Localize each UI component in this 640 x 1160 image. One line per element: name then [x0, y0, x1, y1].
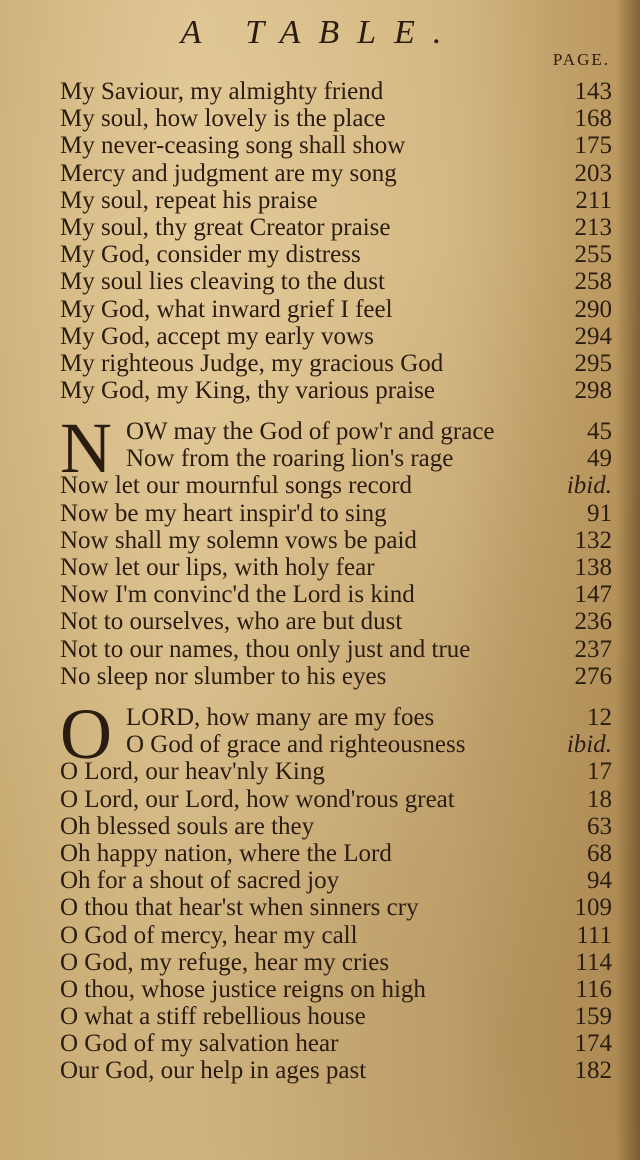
entry-first-line: My soul, repeat his praise: [60, 186, 318, 214]
entry-first-line: O thou that hear'st when sinners cry: [60, 894, 419, 922]
page-edge-shadow: [616, 0, 640, 1160]
entry-page-number: 132: [574, 526, 612, 554]
entry-page-number: 203: [574, 159, 612, 187]
entry-page-number: 237: [574, 635, 612, 663]
page-title: A TABLE.: [180, 14, 460, 51]
entry-page-number: ibid.: [566, 472, 612, 500]
index-entry: [60, 323, 612, 350]
entry-page-number: 295: [574, 349, 612, 377]
entry-page-number: 109: [574, 894, 612, 922]
entry-first-line: O Lord, our Lord, how wond'rous great: [60, 785, 455, 813]
entry-page-number: 211: [575, 186, 612, 214]
index-entry: [60, 636, 612, 663]
entry-first-line: O Lord, our heav'nly King: [60, 758, 325, 786]
index-entry: [60, 78, 612, 105]
index-entry: [60, 1003, 612, 1030]
entry-page-number: 175: [574, 132, 612, 160]
entry-page-number: 255: [574, 241, 612, 269]
index-entry: [60, 840, 612, 867]
entry-page-number: 49: [587, 445, 612, 473]
entry-first-line: My God, my King, thy various praise: [60, 377, 435, 405]
entry-page-number: 276: [574, 662, 612, 690]
index-entry: [60, 758, 612, 785]
entry-page-number: 159: [574, 1003, 612, 1031]
entry-first-line: Now I'm convinc'd the Lord is kind: [60, 581, 415, 609]
entry-first-line: O God of grace and righteousness: [126, 731, 466, 759]
index-entry: [60, 445, 612, 472]
index-entry: [60, 813, 612, 840]
entry-first-line: O God of my salvation hear: [60, 1030, 339, 1058]
entry-page-number: 294: [574, 322, 612, 350]
entry-page-number: 147: [574, 581, 612, 609]
drop-cap-letter: O: [60, 694, 112, 774]
entry-first-line: My Saviour, my almighty friend: [60, 78, 384, 105]
index-entry: [60, 976, 612, 1003]
page-column-label: PAGE.: [552, 50, 610, 69]
index-entry: [60, 1030, 612, 1057]
entry-first-line: Oh happy nation, where the Lord: [60, 839, 392, 867]
index-group-o: [60, 694, 612, 1085]
entry-page-number: 68: [587, 839, 612, 867]
index-entry: [60, 160, 612, 187]
entry-page-number: 143: [574, 78, 612, 105]
entry-first-line: Our God, our help in ages past: [60, 1057, 367, 1085]
index-entry: [60, 949, 612, 976]
entry-first-line: Now let our lips, with holy fear: [60, 553, 375, 581]
entry-page-number: 168: [574, 105, 612, 133]
entry-first-line: My God, what inward grief I feel: [60, 295, 393, 323]
entry-first-line: My God, consider my distress: [60, 241, 361, 269]
index-entry: [60, 472, 612, 499]
index-entry: [60, 704, 612, 731]
entry-first-line: My soul, how lovely is the place: [60, 105, 386, 133]
entry-first-line: My God, accept my early vows: [60, 322, 374, 350]
entry-page-number: 12: [587, 704, 612, 731]
entry-first-line: Now from the roaring lion's rage: [126, 445, 454, 473]
index-entry: [60, 377, 612, 404]
entry-first-line: My soul lies cleaving to the dust: [60, 268, 385, 296]
index-entry: [60, 527, 612, 554]
entry-first-line: O God of mercy, hear my call: [60, 921, 358, 949]
entry-first-line: OW may the God of pow'r and grace: [126, 418, 495, 445]
index-entry: [60, 731, 612, 758]
entry-first-line: No sleep nor slumber to his eyes: [60, 662, 387, 690]
index-entry: [60, 867, 612, 894]
entry-page-number: 138: [574, 553, 612, 581]
index-entry: [60, 554, 612, 581]
index-entry: [60, 1057, 612, 1084]
index-entry: [60, 187, 612, 214]
entry-first-line: My soul, thy great Creator praise: [60, 213, 391, 241]
entry-page-number: 213: [574, 213, 612, 241]
entry-first-line: My never-ceasing song shall show: [60, 132, 406, 160]
entry-first-line: O thou, whose justice reigns on high: [60, 975, 426, 1003]
entry-first-line: Now be my heart inspir'd to sing: [60, 499, 387, 527]
entry-first-line: Not to ourselves, who are but dust: [60, 608, 403, 636]
index-entry: [60, 105, 612, 132]
entry-page-number: 17: [587, 758, 612, 786]
entry-page-number: 258: [574, 268, 612, 296]
entry-page-number: 116: [575, 975, 612, 1003]
index-entry: [60, 214, 612, 241]
index-entry: [60, 268, 612, 295]
index-entry: [60, 132, 612, 159]
entry-page-number: 111: [576, 921, 612, 949]
index-entry: [60, 296, 612, 323]
entry-page-number: 18: [587, 785, 612, 813]
entry-first-line: Now shall my solemn vows be paid: [60, 526, 417, 554]
entry-page-number: ibid.: [566, 731, 612, 759]
index-group-n: [60, 408, 612, 690]
index-entry: [60, 786, 612, 813]
index-entry: [60, 608, 612, 635]
entry-page-number: 45: [587, 418, 612, 445]
index-entry: [60, 663, 612, 690]
entry-first-line: Oh for a shout of sacred joy: [60, 867, 340, 895]
drop-cap-letter: N: [60, 408, 112, 488]
entry-first-line: Mercy and judgment are my song: [60, 159, 397, 187]
entry-page-number: 290: [574, 295, 612, 323]
entry-first-line: Oh blessed souls are they: [60, 812, 315, 840]
index-entry: [60, 241, 612, 268]
index-entry: [60, 922, 612, 949]
entry-page-number: 91: [587, 499, 612, 527]
entry-first-line: O God, my refuge, hear my cries: [60, 948, 390, 976]
entry-page-number: 236: [574, 608, 612, 636]
entry-page-number: 114: [575, 948, 612, 976]
entry-page-number: 298: [574, 377, 612, 405]
entry-page-number: 182: [574, 1057, 612, 1085]
entry-first-line: My righteous Judge, my gracious God: [60, 349, 444, 377]
entry-page-number: 174: [574, 1030, 612, 1058]
entry-first-line: LORD, how many are my foes: [126, 704, 435, 731]
index-entry: [60, 418, 612, 445]
index-entry: [60, 500, 612, 527]
index-entry: [60, 350, 612, 377]
entry-first-line: Not to our names, thou only just and true: [60, 635, 471, 663]
index-group-m: [60, 78, 612, 404]
entry-page-number: 63: [587, 812, 612, 840]
index-entry: [60, 894, 612, 921]
entry-first-line: O what a stiff rebellious house: [60, 1003, 366, 1031]
index-entry: [60, 581, 612, 608]
entry-first-line: Now let our mournful songs record: [60, 472, 413, 500]
entry-page-number: 94: [587, 867, 612, 895]
